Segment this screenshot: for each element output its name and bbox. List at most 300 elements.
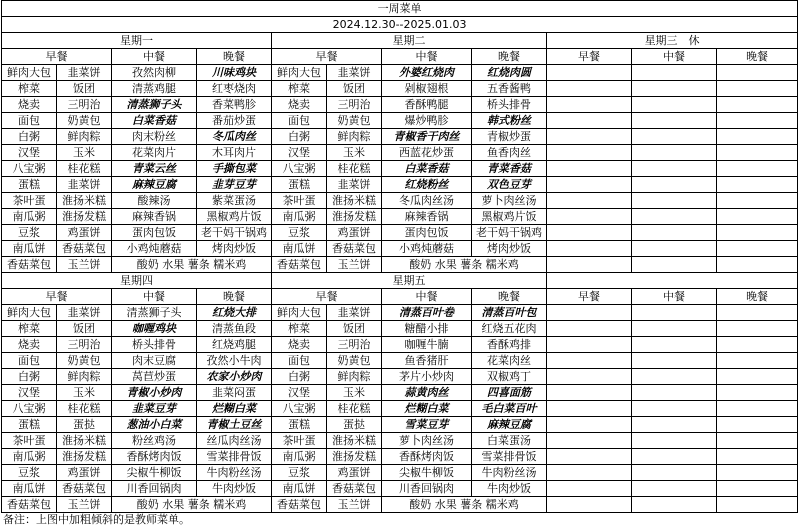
- menu-cell: 香酥烤肉饭: [382, 449, 472, 465]
- menu-cell: 桂花糕: [57, 161, 112, 177]
- menu-cell: 蛋糕: [2, 417, 57, 433]
- menu-cell: 咖喱鸡块: [112, 321, 197, 337]
- menu-cell: [547, 177, 632, 193]
- menu-cell: [632, 65, 717, 81]
- meal-header-row: [2, 49, 798, 65]
- menu-cell: [547, 305, 632, 321]
- menu-cell: [632, 481, 717, 497]
- menu-cell: 淮扬发糕: [57, 449, 112, 465]
- menu-cell: [717, 449, 798, 465]
- menu-cell: [717, 433, 798, 449]
- menu-cell: 西蓝花炒蛋: [382, 145, 472, 161]
- menu-cell: [717, 385, 798, 401]
- menu-cell: 南瓜饼: [2, 481, 57, 497]
- menu-cell: 黑椒鸡片饭: [197, 209, 272, 225]
- menu-cell: 雪菜排骨饭: [472, 449, 547, 465]
- weekly-menu-table: [1, 0, 798, 513]
- day-header: 星期一: [2, 33, 272, 49]
- menu-cell: [547, 465, 632, 481]
- menu-row: [2, 65, 798, 81]
- meal-header: 早餐: [272, 49, 382, 65]
- menu-cell: 桂花糕: [57, 401, 112, 417]
- menu-cell: 白菜香菇: [382, 161, 472, 177]
- menu-cell: 榨菜: [272, 321, 327, 337]
- menu-cell: 青菜香菇: [472, 161, 547, 177]
- menu-cell: [547, 209, 632, 225]
- menu-cell: 丝瓜肉丝汤: [197, 433, 272, 449]
- menu-cell: [632, 257, 717, 273]
- menu-cell: [547, 449, 632, 465]
- menu-cell: 鱼香肉丝: [472, 145, 547, 161]
- menu-cell: [717, 241, 798, 257]
- menu-cell: 八宝粥: [272, 161, 327, 177]
- menu-cell: 番茄炒蛋: [197, 113, 272, 129]
- menu-cell: 四喜面筋: [472, 385, 547, 401]
- menu-cell: 淮扬发糕: [327, 449, 382, 465]
- menu-row: [2, 257, 798, 273]
- menu-cell: 蛋肉包饭: [112, 225, 197, 241]
- menu-cell: [547, 401, 632, 417]
- menu-cell: 八宝粥: [2, 401, 57, 417]
- menu-row: [2, 241, 798, 257]
- menu-cell: 青椒香干肉丝: [382, 129, 472, 145]
- menu-cell: 汉堡: [272, 145, 327, 161]
- menu-row: [2, 433, 798, 449]
- menu-row: [2, 353, 798, 369]
- menu-cell: 尖椒牛柳饭: [112, 465, 197, 481]
- menu-cell: 韭菜豆芽: [112, 401, 197, 417]
- menu-cell: 酸奶 水果 薯条 糯米鸡: [112, 257, 272, 273]
- menu-cell: 烂糊白菜: [382, 401, 472, 417]
- meal-header: 中餐: [382, 289, 472, 305]
- menu-cell: [717, 257, 798, 273]
- menu-row: [2, 337, 798, 353]
- menu-cell: 肉末豆腐: [112, 353, 197, 369]
- menu-cell: 鲜肉粽: [57, 369, 112, 385]
- menu-cell: 五香酱鸭: [472, 81, 547, 97]
- menu-cell: 鸡蛋饼: [57, 465, 112, 481]
- menu-cell: 淮扬米糕: [327, 193, 382, 209]
- menu-cell: [547, 129, 632, 145]
- menu-cell: 玉兰饼: [327, 257, 382, 273]
- menu-cell: 清蒸狮子头: [112, 305, 197, 321]
- menu-cell: 南瓜粥: [272, 449, 327, 465]
- menu-cell: 老干妈干锅鸡: [472, 225, 547, 241]
- menu-cell: 川味鸡块: [197, 65, 272, 81]
- menu-cell: 鲜肉粽: [327, 129, 382, 145]
- menu-cell: 南瓜饼: [272, 481, 327, 497]
- menu-cell: 豆浆: [2, 465, 57, 481]
- menu-cell: [547, 433, 632, 449]
- menu-cell: 麻辣香锅: [112, 209, 197, 225]
- menu-cell: 奶黄包: [327, 113, 382, 129]
- meal-header: 中餐: [632, 49, 717, 65]
- menu-cell: 香菜鸭胗: [197, 97, 272, 113]
- menu-cell: 毛白菜百叶: [472, 401, 547, 417]
- menu-cell: 香菇菜包: [2, 257, 57, 273]
- menu-cell: [632, 193, 717, 209]
- menu-cell: [717, 97, 798, 113]
- menu-cell: 麻辣香锅: [382, 209, 472, 225]
- menu-cell: 玉兰饼: [57, 257, 112, 273]
- menu-cell: 牛肉炒饭: [472, 481, 547, 497]
- menu-cell: 爆炒鸭胗: [382, 113, 472, 129]
- menu-cell: [632, 449, 717, 465]
- menu-cell: [717, 129, 798, 145]
- day-header: 星期二: [272, 33, 547, 49]
- menu-cell: 奶黄包: [57, 113, 112, 129]
- menu-cell: 葱油小白菜: [112, 417, 197, 433]
- menu-cell: [632, 161, 717, 177]
- menu-row: [2, 417, 798, 433]
- menu-row: [2, 385, 798, 401]
- menu-cell: 牛肉粉丝汤: [472, 465, 547, 481]
- menu-cell: 青菜云丝: [112, 161, 197, 177]
- menu-cell: 玉米: [57, 145, 112, 161]
- menu-cell: 香酥鸡排: [472, 337, 547, 353]
- menu-cell: [632, 177, 717, 193]
- menu-cell: 莴苣炒蛋: [112, 369, 197, 385]
- menu-cell: 川香回锅肉: [382, 481, 472, 497]
- menu-cell: [632, 129, 717, 145]
- menu-cell: 奶黄包: [327, 353, 382, 369]
- menu-cell: 饭团: [327, 321, 382, 337]
- menu-cell: 白菜香菇: [112, 113, 197, 129]
- menu-cell: 饭团: [57, 321, 112, 337]
- meal-header: 晚餐: [717, 49, 798, 65]
- menu-cell: [717, 353, 798, 369]
- menu-cell: [547, 385, 632, 401]
- menu-cell: 鲜肉粽: [327, 369, 382, 385]
- menu-cell: [547, 145, 632, 161]
- menu-cell: 汉堡: [2, 145, 57, 161]
- menu-cell: 鲜肉大包: [272, 65, 327, 81]
- menu-cell: [547, 337, 632, 353]
- menu-cell: 韭芽豆芽: [197, 177, 272, 193]
- menu-cell: [632, 81, 717, 97]
- meal-header: 晚餐: [197, 49, 272, 65]
- menu-cell: 南瓜粥: [272, 209, 327, 225]
- meal-header-row: [2, 289, 798, 305]
- menu-cell: [547, 65, 632, 81]
- menu-cell: 小鸡炖蘑菇: [382, 241, 472, 257]
- menu-cell: [632, 497, 717, 513]
- menu-cell: 淮扬发糕: [327, 209, 382, 225]
- menu-cell: [632, 337, 717, 353]
- menu-cell: 桂花糕: [327, 161, 382, 177]
- menu-cell: 鸡蛋饼: [57, 225, 112, 241]
- menu-cell: 黑椒鸡片饭: [472, 209, 547, 225]
- meal-header: 早餐: [547, 49, 632, 65]
- menu-cell: [632, 241, 717, 257]
- menu-cell: 蛋挞: [327, 417, 382, 433]
- menu-cell: 红烧粉丝: [382, 177, 472, 193]
- menu-cell: 汉堡: [2, 385, 57, 401]
- menu-cell: 茶叶蛋: [2, 433, 57, 449]
- menu-cell: 青椒土豆丝: [197, 417, 272, 433]
- menu-cell: [632, 465, 717, 481]
- menu-cell: [632, 113, 717, 129]
- menu-cell: 清蒸百叶卷: [382, 305, 472, 321]
- menu-cell: 蒜黄肉丝: [382, 385, 472, 401]
- menu-cell: 青椒炒蛋: [472, 129, 547, 145]
- meal-header: 中餐: [112, 289, 197, 305]
- menu-cell: 花菜肉片: [112, 145, 197, 161]
- menu-cell: 奶黄包: [57, 353, 112, 369]
- menu-cell: 韭菜饼: [57, 65, 112, 81]
- menu-cell: [717, 225, 798, 241]
- meal-header: 中餐: [112, 49, 197, 65]
- menu-cell: 手撕包菜: [197, 161, 272, 177]
- menu-cell: 酸奶 水果 薯条 糯米鸡: [382, 497, 547, 513]
- menu-cell: [717, 497, 798, 513]
- menu-cell: 紫菜蛋汤: [197, 193, 272, 209]
- menu-cell: [717, 465, 798, 481]
- menu-cell: 豆浆: [272, 465, 327, 481]
- menu-cell: [547, 81, 632, 97]
- menu-cell: [717, 305, 798, 321]
- menu-cell: 韭菜饼: [327, 65, 382, 81]
- menu-cell: [547, 417, 632, 433]
- menu-cell: 鲜肉大包: [272, 305, 327, 321]
- menu-row: [2, 305, 798, 321]
- menu-cell: [717, 209, 798, 225]
- menu-cell: 外婆红烧肉: [382, 65, 472, 81]
- menu-cell: 八宝粥: [2, 161, 57, 177]
- menu-cell: [547, 225, 632, 241]
- meal-header: 中餐: [382, 49, 472, 65]
- menu-row: [2, 81, 798, 97]
- menu-row: [2, 193, 798, 209]
- menu-cell: 烧卖: [2, 337, 57, 353]
- menu-cell: 清蒸鱼段: [197, 321, 272, 337]
- menu-cell: 南瓜粥: [2, 449, 57, 465]
- menu-cell: 榨菜: [272, 81, 327, 97]
- menu-cell: 韭菜饼: [327, 305, 382, 321]
- menu-cell: 南瓜粥: [2, 209, 57, 225]
- menu-cell: 青椒小炒肉: [112, 385, 197, 401]
- menu-cell: 红烧鸡腿: [197, 337, 272, 353]
- menu-cell: 冬瓜肉丝汤: [382, 193, 472, 209]
- menu-row: [2, 449, 798, 465]
- menu-cell: 咖喱牛腩: [382, 337, 472, 353]
- menu-cell: 玉米: [57, 385, 112, 401]
- menu-cell: 茶叶蛋: [272, 433, 327, 449]
- menu-row: [2, 161, 798, 177]
- menu-cell: 白粥: [272, 129, 327, 145]
- menu-cell: 烂糊白菜: [197, 401, 272, 417]
- menu-cell: [547, 161, 632, 177]
- menu-cell: 蛋糕: [2, 177, 57, 193]
- menu-cell: 面包: [2, 113, 57, 129]
- menu-cell: [717, 161, 798, 177]
- menu-cell: 韭菜饼: [57, 305, 112, 321]
- menu-cell: [632, 305, 717, 321]
- menu-cell: 三明治: [327, 97, 382, 113]
- day-header: 星期四: [2, 273, 272, 289]
- menu-cell: 雪菜排骨饭: [197, 449, 272, 465]
- menu-cell: 桥头排骨: [472, 97, 547, 113]
- menu-cell: 南瓜饼: [2, 241, 57, 257]
- menu-cell: [717, 81, 798, 97]
- menu-cell: [632, 385, 717, 401]
- menu-cell: 烧卖: [2, 97, 57, 113]
- menu-cell: 香菇菜包: [2, 497, 57, 513]
- menu-cell: [632, 433, 717, 449]
- menu-cell: [717, 321, 798, 337]
- meal-header: 晚餐: [472, 49, 547, 65]
- meal-header: 早餐: [272, 289, 382, 305]
- menu-row: [2, 145, 798, 161]
- menu-cell: [717, 193, 798, 209]
- menu-cell: 香菇菜包: [57, 481, 112, 497]
- menu-cell: [547, 481, 632, 497]
- menu-cell: [717, 177, 798, 193]
- menu-cell: 木耳肉片: [197, 145, 272, 161]
- menu-cell: [547, 369, 632, 385]
- menu-cell: 茶叶蛋: [2, 193, 57, 209]
- menu-cell: 孜然肉柳: [112, 65, 197, 81]
- meal-header: 早餐: [2, 289, 112, 305]
- menu-cell: 粉丝鸡汤: [112, 433, 197, 449]
- menu-cell: [717, 401, 798, 417]
- menu-cell: 麻辣豆腐: [112, 177, 197, 193]
- menu-cell: 冬瓜肉丝: [197, 129, 272, 145]
- menu-cell: 淮扬米糕: [327, 433, 382, 449]
- menu-cell: 烧卖: [272, 337, 327, 353]
- menu-cell: 清蒸鸡腿: [112, 81, 197, 97]
- menu-cell: 玉米: [327, 385, 382, 401]
- menu-cell: [632, 321, 717, 337]
- menu-cell: 三明治: [327, 337, 382, 353]
- menu-cell: [547, 193, 632, 209]
- menu-cell: [632, 145, 717, 161]
- menu-cell: 鸡蛋饼: [327, 225, 382, 241]
- menu-cell: 茶叶蛋: [272, 193, 327, 209]
- menu-cell: [632, 417, 717, 433]
- meal-header: 中餐: [632, 289, 717, 305]
- menu-cell: 花菜肉丝: [472, 353, 547, 369]
- menu-cell: 蛋肉包饭: [382, 225, 472, 241]
- menu-cell: 榨菜: [2, 81, 57, 97]
- menu-cell: 清蒸狮子头: [112, 97, 197, 113]
- menu-cell: 桥头排骨: [112, 337, 197, 353]
- menu-cell: 孜然小牛肉: [197, 353, 272, 369]
- menu-cell: 剁椒翅根: [382, 81, 472, 97]
- menu-cell: 淮扬米糕: [57, 193, 112, 209]
- menu-cell: 玉米: [327, 145, 382, 161]
- day-header-row: [2, 33, 798, 49]
- menu-row: [2, 97, 798, 113]
- menu-row: [2, 481, 798, 497]
- meal-header: 早餐: [2, 49, 112, 65]
- menu-cell: 双色豆芽: [472, 177, 547, 193]
- menu-cell: 红烧五花肉: [472, 321, 547, 337]
- menu-cell: 鱼香猪肝: [382, 353, 472, 369]
- menu-row: [2, 209, 798, 225]
- menu-cell: 淮扬发糕: [57, 209, 112, 225]
- menu-cell: 萝卜肉丝汤: [472, 193, 547, 209]
- menu-cell: 香菇菜包: [57, 241, 112, 257]
- menu-cell: 面包: [2, 353, 57, 369]
- title-row: [2, 1, 798, 17]
- menu-cell: [547, 497, 632, 513]
- menu-cell: 萝卜肉丝汤: [382, 433, 472, 449]
- menu-cell: 蛋糕: [272, 417, 327, 433]
- date-range: 2024.12.30--2025.01.03: [2, 17, 798, 33]
- menu-cell: 香酥烤肉饭: [112, 449, 197, 465]
- menu-cell: 烧卖: [272, 97, 327, 113]
- menu-cell: 烤肉炒饭: [472, 241, 547, 257]
- meal-header: 晚餐: [197, 289, 272, 305]
- menu-cell: 白粥: [2, 369, 57, 385]
- menu-cell: 饭团: [57, 81, 112, 97]
- menu-cell: 香酥鸭腿: [382, 97, 472, 113]
- menu-cell: [717, 337, 798, 353]
- menu-cell: 鲜肉大包: [2, 305, 57, 321]
- menu-cell: 鲜肉粽: [57, 129, 112, 145]
- menu-cell: 豆浆: [2, 225, 57, 241]
- menu-cell: 饭团: [327, 81, 382, 97]
- menu-cell: [547, 241, 632, 257]
- day-header: [547, 273, 798, 289]
- date-row: [2, 17, 798, 33]
- menu-row: [2, 497, 798, 513]
- menu-cell: 烤肉炒饭: [197, 241, 272, 257]
- menu-cell: 酸奶 水果 薯条 糯米鸡: [112, 497, 272, 513]
- meal-header: 晚餐: [472, 289, 547, 305]
- day-header: 星期五: [272, 273, 547, 289]
- menu-cell: 榨菜: [2, 321, 57, 337]
- menu-cell: [632, 97, 717, 113]
- menu-cell: [632, 401, 717, 417]
- menu-cell: 鲜肉大包: [2, 65, 57, 81]
- menu-cell: 红烧肉圆: [472, 65, 547, 81]
- menu-cell: 老干妈干锅鸡: [197, 225, 272, 241]
- menu-cell: [632, 353, 717, 369]
- menu-cell: 白菜蛋汤: [472, 433, 547, 449]
- menu-cell: 双椒鸡丁: [472, 369, 547, 385]
- menu-row: [2, 129, 798, 145]
- menu-row: [2, 177, 798, 193]
- menu-cell: 韩式粉丝: [472, 113, 547, 129]
- menu-row: [2, 401, 798, 417]
- menu-row: [2, 369, 798, 385]
- menu-cell: 农家小炒肉: [197, 369, 272, 385]
- menu-cell: 淮扬米糕: [57, 433, 112, 449]
- menu-cell: [717, 481, 798, 497]
- menu-cell: [632, 369, 717, 385]
- menu-cell: 酸奶 水果 薯条 糯米鸡: [382, 257, 547, 273]
- menu-cell: [717, 417, 798, 433]
- day-header-row: [2, 273, 798, 289]
- menu-cell: 白粥: [272, 369, 327, 385]
- menu-cell: [717, 145, 798, 161]
- menu-cell: 韭菜饼: [57, 177, 112, 193]
- menu-cell: 酸辣汤: [112, 193, 197, 209]
- menu-cell: 川香回锅肉: [112, 481, 197, 497]
- menu-cell: [632, 225, 717, 241]
- menu-cell: [547, 97, 632, 113]
- menu-cell: 汉堡: [272, 385, 327, 401]
- menu-cell: 韭菜闷蛋: [197, 385, 272, 401]
- menu-row: [2, 321, 798, 337]
- menu-cell: 南瓜饼: [272, 241, 327, 257]
- menu-cell: [717, 65, 798, 81]
- menu-cell: 玉兰饼: [327, 497, 382, 513]
- menu-cell: 三明治: [57, 97, 112, 113]
- meal-header: 晚餐: [717, 289, 798, 305]
